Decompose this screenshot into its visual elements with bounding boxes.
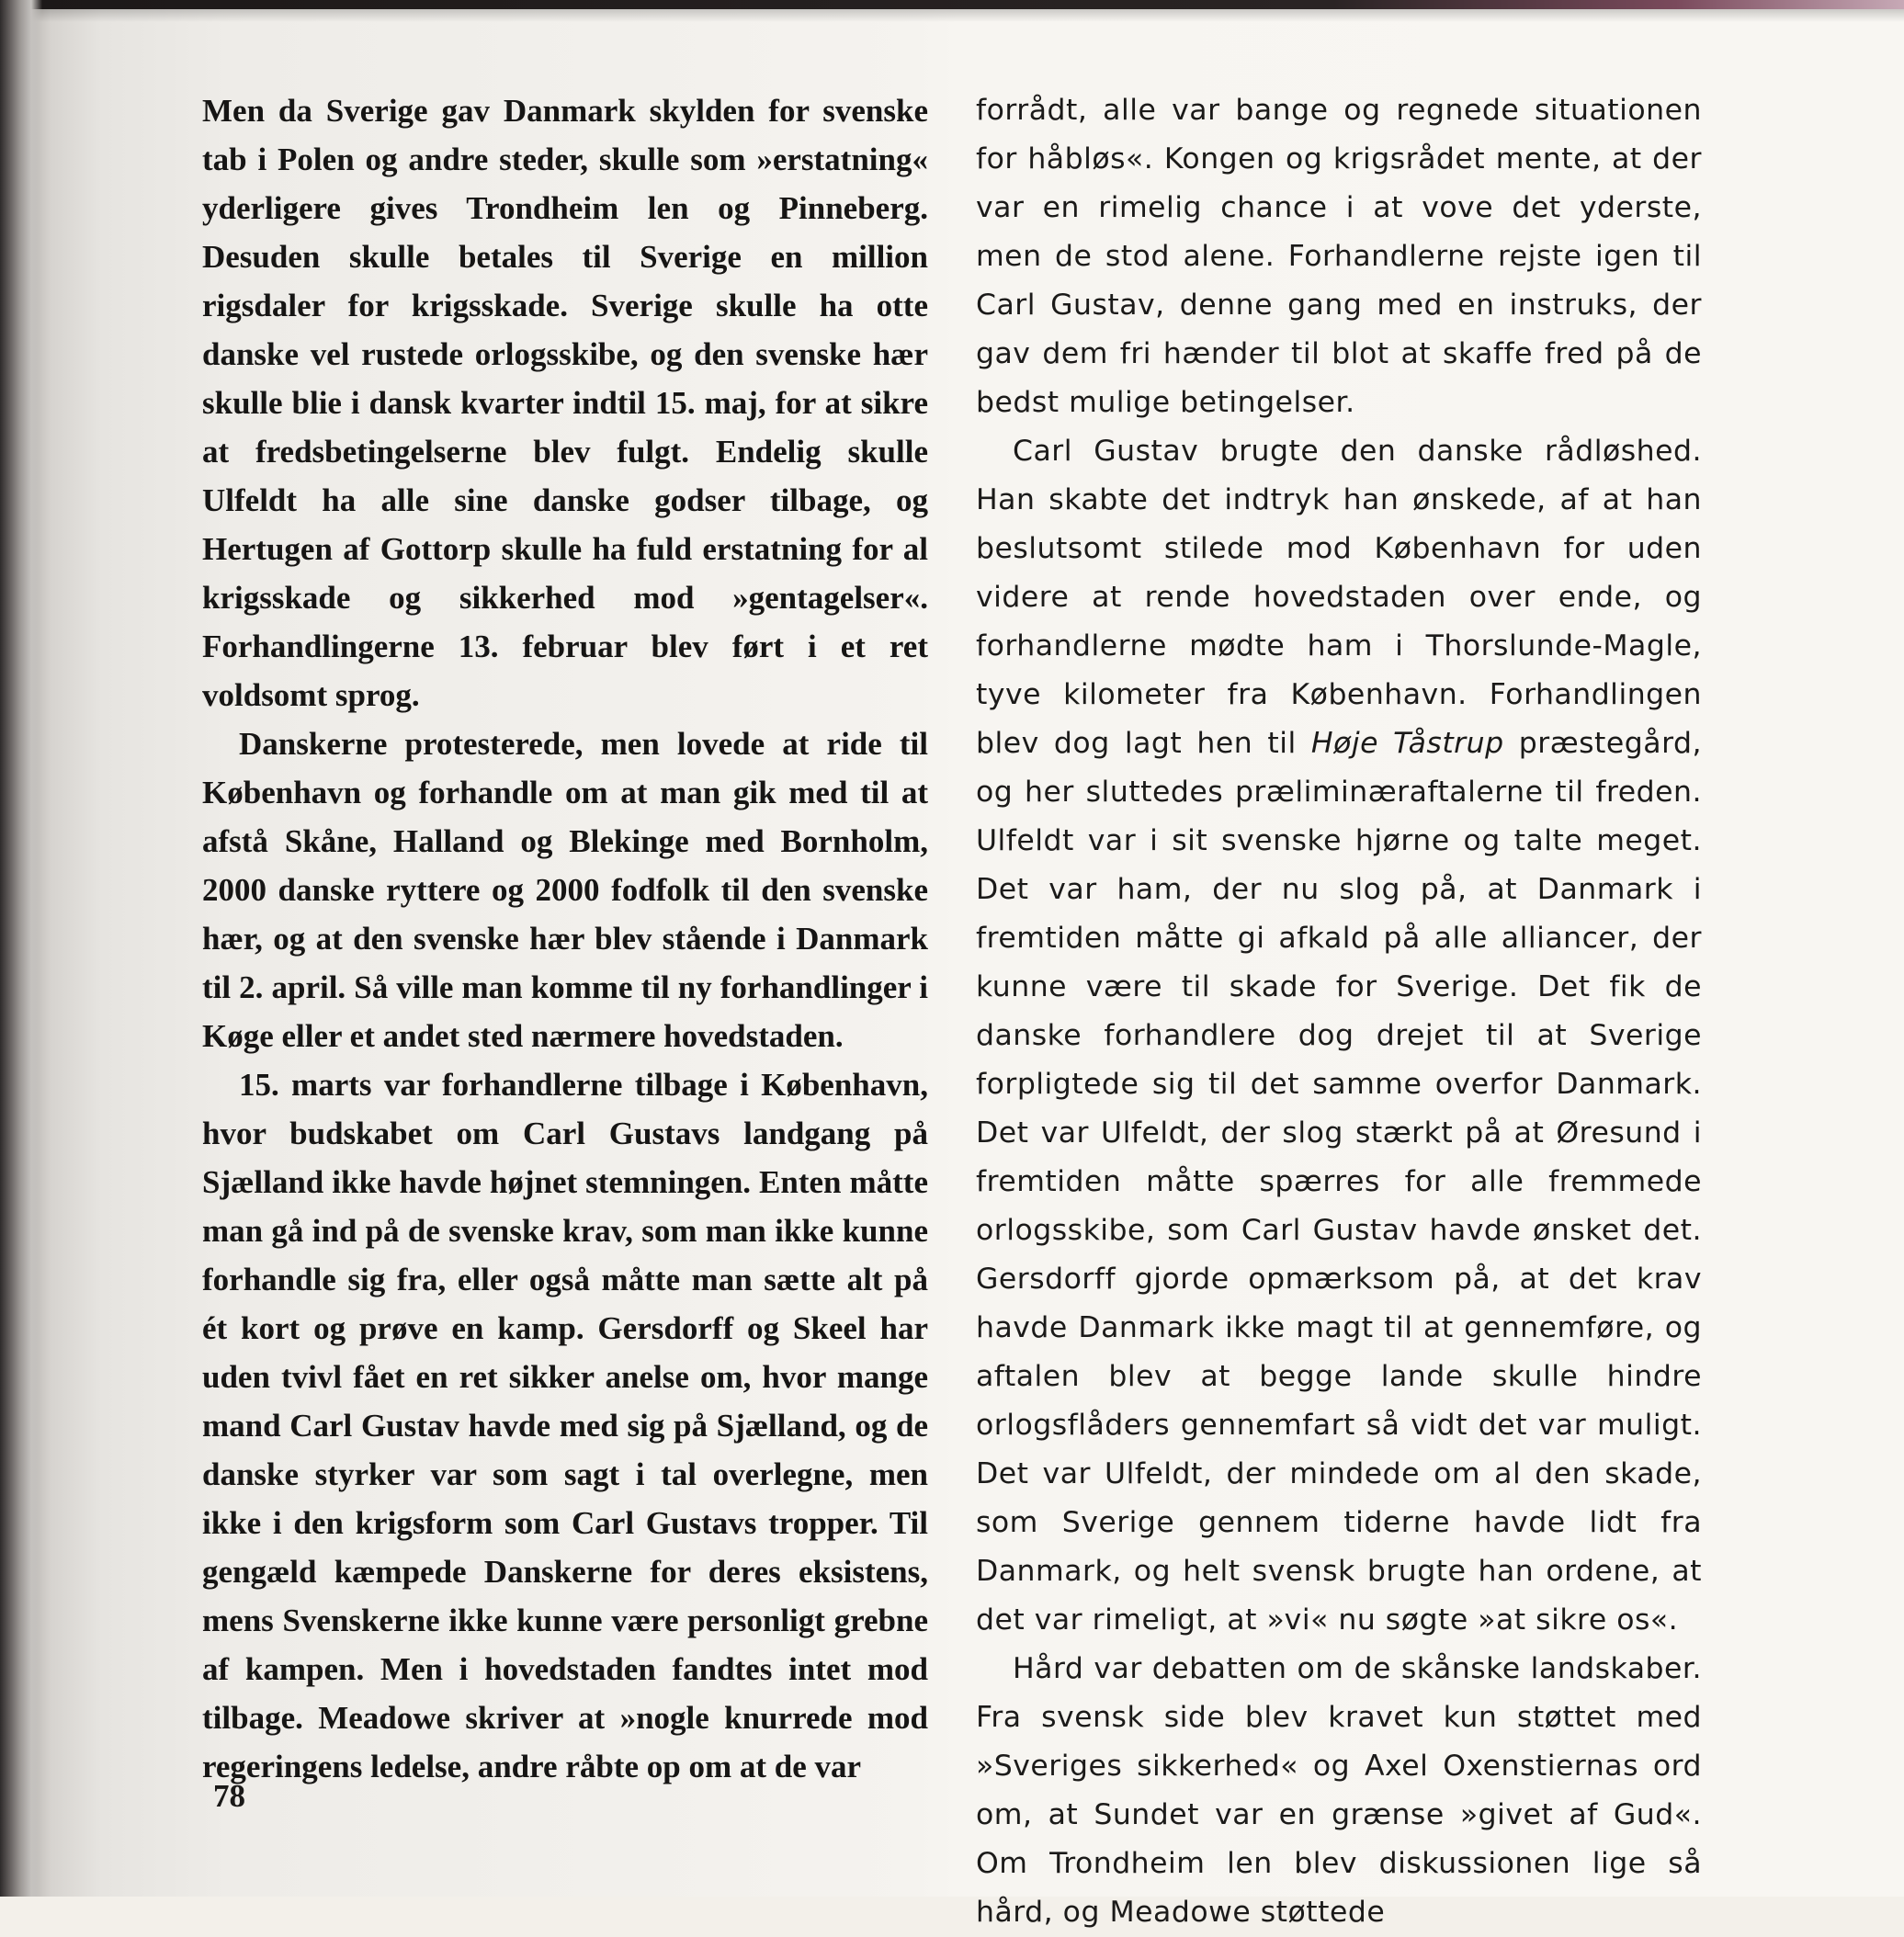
paragraph: Danskerne protesterede, men lovede at ride til København og forhandle om at man gik med til at afstå Skåne, Halland og Blekinge med Bornholm, 2000 danske ryttere og 2000 fodfolk til den svenske hær, og at den svenske hær blev stående i Danmark til 2. april. Så ville man komme til ny forhandlinger i Køge eller et andet sted nærmere hovedstaden. <box>202 726 928 1054</box>
paragraph: Hård var debatten om de skånske landskaber. Fra svensk side blev kravet kun støttet med »Sveriges sikkerhed« og Axel Oxenstiernas ord om, at Sundet var en grænse »givet af Gud«. Om Trondheim len blev diskussionen lige så hård, og Meadowe støttede <box>976 1652 1702 1929</box>
italic-place-name: Høje Tåstrup <box>1310 727 1504 760</box>
paragraph-text: præstegård, og her sluttedes præliminæraftalerne til freden. Ulfeldt var i sit svenske hjørne og talte meget. Det var ham, der nu slog på, at Danmark i fremtiden måtte gi afkald på alle alliancer, der kunne være til skade for Sverige. Det fik de danske forhandlere dog drejet til at Sverige forpligtede sig til det samme overfor Danmark. Det var Ulfeldt, der slog stærkt på at Øresund i fremtiden måtte spærres for alle fremmede orlogsskibe, som Carl Gustav havde ønsket det. Gersdorff gjorde opmærksom på, at det krav havde Danmark ikke magt til at gennemføre, og aftalen blev at begge lande skulle hindre orlogsflåders gennemfart så vidt det var muligt. Det var Ulfeldt, der mindede om al den skade, som Sverige gennem tiderne havde lidt fra Danmark, og helt svensk brugte han ordene, at det var rimeligt, at »vi« nu søgte »at sikre os«. <box>976 727 1702 1637</box>
paragraph: Men da Sverige gav Danmark skylden for svenske tab i Polen og andre steder, skulle som »erstatning« yderligere gives Trondheim len og Pinneberg. Desuden skulle betales til Sverige en million rigsdaler for krigsskade. Sverige skulle ha otte danske vel rustede orlogsskibe, og den svenske hær skulle blie i dansk kvarter indtil 15. maj, for at sikre at fredsbetingelserne blev fulgt. Endelig skulle Ulfeldt ha alle sine danske godser tilbage, og Hertugen af Gottorp skulle ha fuld erstatning for al krigsskade og sikkerhed mod »gentagelser«. Forhandlingerne 13. februar blev ført i et ret voldsomt sprog. <box>202 93 928 713</box>
book-spine-shadow <box>0 0 42 1897</box>
paragraph: 15. marts var forhandlerne tilbage i København, hvor budskabet om Carl Gustavs landgang på Sjælland ikke havde højnet stemningen. Enten måtte man gå ind på de svenske krav, som man ikke kunne forhandle sig fra, eller også måtte man sætte alt på ét kort og prøve en kamp. Gersdorff og Skeel har uden tvivl fået en ret sikker anelse om, hvor mange mand Carl Gustav havde med sig på Sjælland, og de danske styrker var som sagt i tal overlegne, men ikke i den krigsform som Carl Gustavs tropper. Til gengæld kæmpede Danskerne for deres eksistens, mens Svenskerne ikke kunne være personligt grebne af kampen. Men i hovedstaden fandtes intet mod tilbage. Meadowe skriver at »nogle knurrede mod regeringens ledelse, andre råbte op om at de var <box>202 1067 928 1784</box>
top-edge <box>0 0 1904 9</box>
paragraph-text: Carl Gustav brugte den danske rådløshed. Han skabte det indtryk han ønskede, af at han beslutsomt stilede mod København for uden videre at rende hovedstaden over ende, og forhandlerne mødte ham i Thorslunde-Magle, tyve kilometer fra København. Forhandlingen blev dog lagt hen til <box>976 435 1702 760</box>
paragraph: forrådt, alle var bange og regnede situationen for håbløs«. Kongen og krigsrådet mente, at der var en rimelig chance i at vove det yderste, men de stod alene. Forhandlerne rejste igen til Carl Gustav, denne gang med en instruks, der gav dem fri hænder til blot at skaffe fred på de bedst mulige betingelser. <box>976 94 1702 419</box>
page-number: 78 <box>213 1778 245 1814</box>
paragraph <box>976 427 1702 1645</box>
top-edge-shadow <box>0 9 1904 22</box>
right-text-column <box>976 86 1702 1929</box>
left-text-column <box>202 86 928 1784</box>
